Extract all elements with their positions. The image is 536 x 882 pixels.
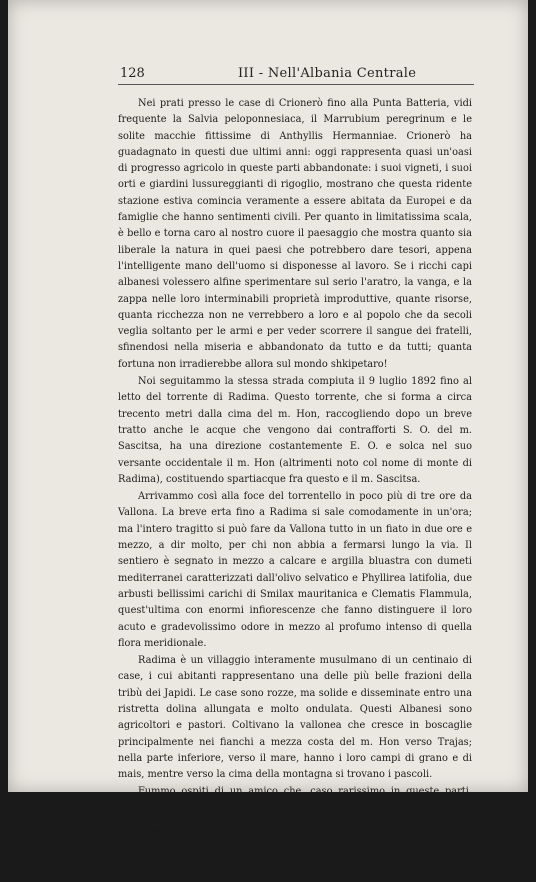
paragraph: Nei prati presso le case di Crionerò fino alla Punta Batteria, vidi frequente la Salvia peloponnesiaca, il Marrubium peregrinum e le solite macchie fittissime di Anthyllis Hermanniae. Crionerò ha guadagnato in questi due ultimi anni: oggi rappresenta quasi un'oasi di progresso agricolo in queste parti abbandonate: i suoi vigneti, i suoi orti e giardini lussureggianti di rigoglio, mostrano che questa ridente stazione estiva comincia veramente a essere abitata da Europei e da famiglie che hanno sentimenti civili. Per quanto in limitatissima scala, è bello e torna caro al nostro cuore il paesaggio che mostra quanto sia liberale la natura in quei paesi che potrebbero dare tesori, appena l'intelligente mano dell'uomo si disponesse al lavoro. Se i ricchi capi albanesi volessero alfine sperimentare sul serio l'aratro, la vanga, e la zappa nelle loro interminabili proprietà improduttive, quante risorse, quanta ricchezza non ne verrebbero a loro e al popolo che da secoli veglia soltanto per le armi e per veder scorrere il sangue dei fratelli, sfinendosi nella miseria e abbandonato da tutto e da tutti; quanta fortuna non irradierebbe allora sul mondo shkipetaro!	[118, 98, 472, 370]
paragraph: Radima è un villaggio interamente musulmano di un centinaio di case, i cui abitanti rappresentano una delle più belle frazioni della tribù dei Japidi. Le case sono rozze, ma solide e disseminate entro una ristretta dolina allungata e molto ondulata. Questi Albanesi sono agricoltori e pastori. Coltivano la vallonea che cresce in boscaglie principalmente nei fianchi a mezza costa del m. Hon verso Trajas; nella parte inferiore, verso il mare, hanno i loro campi di grano e di mais, mentre verso la cima della montagna si trovano i pascoli.	[118, 655, 472, 781]
paragraph: Fummo ospiti di un amico che, caso rarissimo in queste parti, sapeva leggere e scrivere il turco senza essere hogia. Alle 10,15 ant. con tempo sereno e calmo il barometro segnava 752 e il termometro + 39° come alle 2 pom. quando partimmo, benchè sull'alta Acroceraunia vicina si fosse scatenato un acquazzone. Il timore di essere sorpresi dalla pioggia ci fece volgere verso il m. Sascitsa	[118, 786, 472, 879]
page-body	[118, 96, 472, 882]
paragraph: Arrivammo così alla foce del torrentello in poco più di tre ore da Vallona. La breve erta fino a Radima si sale comodamente in un'ora; ma l'intero tragitto si può fare da Vallona tutto in un fiato in due ore e mezzo, a dir molto, per chi non abbia a fermarsi lungo la via. Il sentiero è segnato in mezzo a calcare e argilla bluastra con dumeti mediterranei caratterizzati dall'olivo selvatico e Phyllirea latifolia, due arbusti bellissimi carichi di Smilax mauritanica e Clematis Flammula, quest'ultima con enormi infiorescenze che fanno distinguere il loro acuto e gradevolissimo odore in mezzo al profumo intenso di quella flora meridionale.	[118, 491, 472, 649]
page-number: 128	[120, 66, 145, 81]
paragraph: Noi seguitammo la stessa strada compiuta il 9 luglio 1892 fino al letto del torrente di Radima. Questo torrente, che si forma a circa trecento metri dalla cima del m. Hon, raccogliendo dopo un breve tratto anche le acque che vengono dai contrafforti S. O. del m. Sascitsa, ha una direzione costantemente E. O. e solca nel suo versante occidentale il m. Hon (altrimenti noto col nome di monte di Radima), costituendo spartiacque fra questo e il m. Sascitsa.	[118, 376, 472, 485]
running-header	[118, 66, 474, 85]
running-title: III - Nell'Albania Centrale	[238, 66, 417, 81]
book-page	[8, 0, 528, 879]
